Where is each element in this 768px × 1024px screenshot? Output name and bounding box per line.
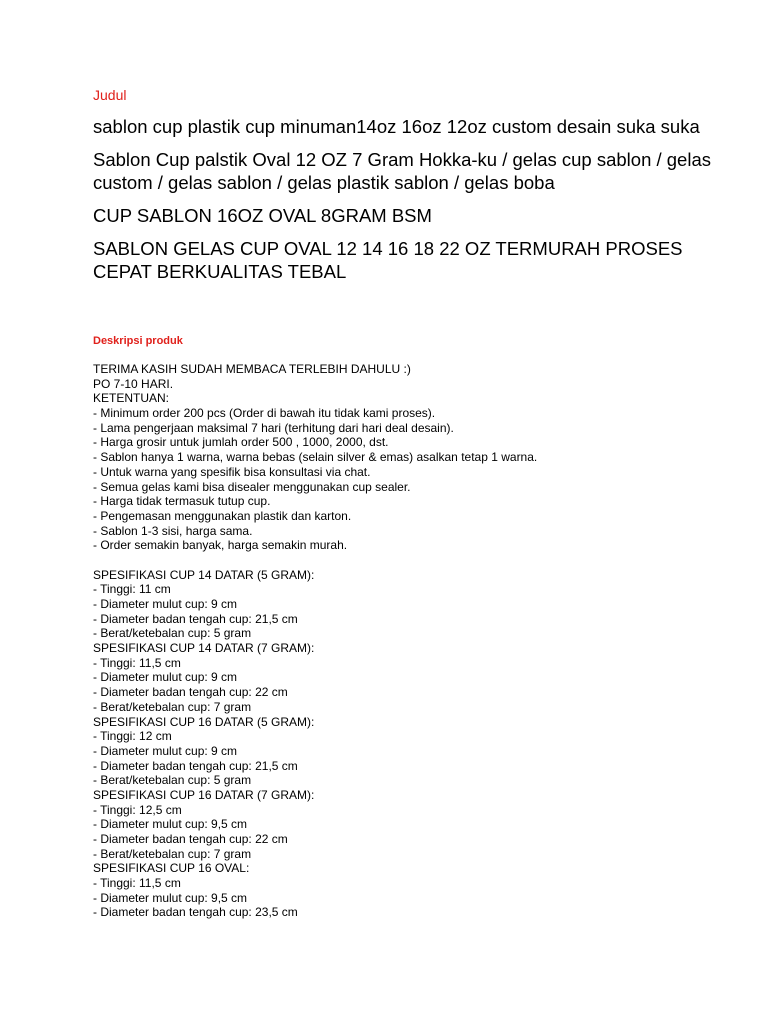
description-line: TERIMA KASIH SUDAH MEMBACA TERLEBIH DAHULU :) [93,362,411,376]
blank-line [93,553,713,568]
description-line: - Untuk warna yang spesifik bisa konsultasi via chat. [93,464,371,479]
description-line: - Diameter mulut cup: 9 cm [93,743,238,758]
description-line: - Tinggi: 11,5 cm [93,655,181,670]
description-line: - Semua gelas kami bisa disealer menggunakan cup sealer. [93,479,411,494]
description-line: SPESIFIKASI CUP 16 OVAL: [93,861,250,876]
description-line: - Harga grosir untuk jumlah order 500 , 1000, 2000, dst. [93,435,389,450]
description-line: KETENTUAN: [93,391,170,406]
title-list [93,115,713,293]
description-line: - Harga tidak termasuk tutup cup. [93,494,271,509]
description-line: - Diameter badan tengah cup: 23,5 cm [93,905,298,920]
description-line: - Diameter badan tengah cup: 22 cm [93,832,288,846]
title-1: sablon cup plastik cup minuman14oz 16oz 12oz custom desain suka suka [93,116,700,137]
description-line: - Minimum order 200 pcs (Order di bawah itu tidak kami proses). [93,406,436,421]
description-line: - Tinggi: 11 cm [93,582,171,597]
judul-label: Judul [93,87,127,103]
description-line: SPESIFIKASI CUP 14 DATAR (7 GRAM): [93,641,315,656]
description-line: SPESIFIKASI CUP 14 DATAR (5 GRAM): [93,567,315,582]
description-line: - Berat/ketebalan cup: 7 gram [93,699,252,714]
description-block [93,362,713,920]
description-line: - Berat/ketebalan cup: 5 gram [93,626,252,641]
description-line: - Lama pengerjaan maksimal 7 hari (terhitung dari hari deal desain). [93,420,454,435]
deskripsi-label: Deskripsi produk [93,335,183,347]
description-line: - Pengemasan menggunakan plastik dan karton. [93,508,352,523]
description-line: - Diameter badan tengah cup: 22 cm [93,685,288,700]
description-line: - Diameter badan tengah cup: 21,5 cm [93,758,298,773]
description-line: - Diameter badan tengah cup: 21,5 cm [93,611,298,626]
description-line: - Sablon hanya 1 warna, warna bebas (selain silver & emas) asalkan tetap 1 warna. [93,450,538,465]
description-line: PO 7-10 HARI. [93,376,174,391]
description-line: - Sablon 1-3 sisi, harga sama. [93,523,253,538]
description-line: - Tinggi: 12,5 cm [93,802,182,817]
description-line: - Tinggi: 12 cm [93,729,172,744]
description-line: - Diameter mulut cup: 9 cm [93,597,238,611]
description-line: - Tinggi: 11,5 cm [93,876,181,891]
description-line: - Order semakin banyak, harga semakin murah. [93,538,348,553]
description-line: - Diameter mulut cup: 9 cm [93,670,238,685]
description-line: - Diameter mulut cup: 9,5 cm [93,890,248,905]
description-line: - Diameter mulut cup: 9,5 cm [93,817,248,832]
description-line: SPESIFIKASI CUP 16 DATAR (5 GRAM): [93,714,315,729]
description-line: SPESIFIKASI CUP 16 DATAR (7 GRAM): [93,787,315,802]
title-2: Sablon Cup palstik Oval 12 OZ 7 Gram Hokka-ku / gelas cup sablon / gelas custom / gelas sablon / gelas plastik sablon / gelas boba [93,149,711,193]
title-4: SABLON GELAS CUP OVAL 12 14 16 18 22 OZ TERMURAH PROSES CEPAT BERKUALITAS TEBAL [93,238,683,282]
description-line: - Berat/ketebalan cup: 7 gram [93,846,252,861]
title-3: CUP SABLON 16OZ OVAL 8GRAM BSM [93,205,432,226]
description-line: - Berat/ketebalan cup: 5 gram [93,773,252,788]
